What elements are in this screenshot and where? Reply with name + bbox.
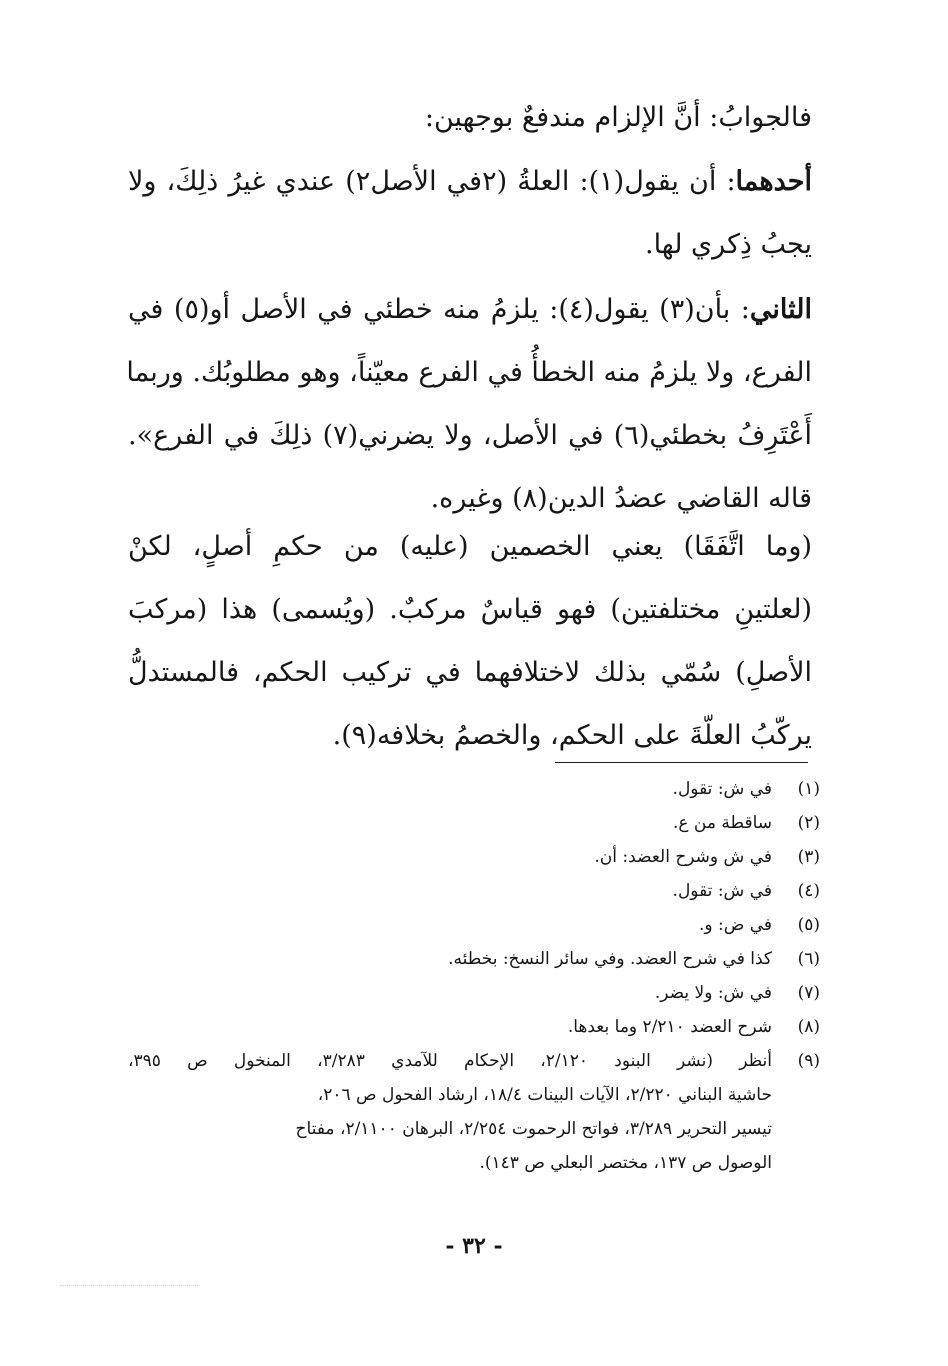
footnote [128,806,820,840]
footnote-continuation: تيسير التحرير ٣/٢٨٩، فواتح الرحموت ٢/٢٥٤، البرهان ٢/١١٠٠، مفتاح [295,1119,772,1139]
footnote-number: (٤) [797,881,820,901]
body-line [128,278,812,341]
footnote [128,1044,820,1078]
footnote-number: (٩) [797,1051,820,1071]
footnote-text: كذا في شرح العضد. وفي سائر النسخ: بخطئه. [448,949,772,969]
footnote-number: (٥) [797,915,820,935]
footnote-separator [555,762,808,763]
paragraph-second-response [128,278,812,530]
footnote-text: في ش وشرح العضد: أن. [594,847,772,867]
footnote-number: (٧) [797,983,820,1003]
body-line-text: : بأن(٣) يقول(٤): يلزمُ منه خطئي في الأصل أو(٥) في [128,294,750,325]
footnote [128,942,820,976]
body-line [128,150,812,213]
bold-lead-term: الثاني [749,294,813,325]
footnote [128,908,820,942]
footnote [128,772,820,806]
bold-lead-term: أحدهما [735,166,812,197]
footnote-number: (٨) [797,1017,820,1037]
footnote [128,976,820,1010]
footnote [128,874,820,908]
footnote-number: (٣) [797,847,820,867]
footnote-text: في ش: تقول. [672,779,772,799]
body-line: يجبُ ذِكري لها. [644,229,812,260]
body-line: الفرع، ولا يلزمُ منه الخطأُ في الفرع معيّناً، وهو مطلوبُك. وربما [126,357,812,388]
paragraph-answer [128,86,812,149]
scan-specks [60,1285,200,1286]
footnote [128,1010,820,1044]
footnote-number: (٦) [797,949,820,969]
body-line: قاله القاضي عضدُ الدين(٨) وغيره. [430,483,812,514]
paragraph-compound-analogy [128,515,812,767]
footnote-text: في ش: تقول. [672,881,772,901]
footnote-text: في ض: و. [699,915,772,935]
footnotes [128,772,820,1180]
body-line: يركّبُ العلّةَ على الحكم، والخصمُ بخلافه(٩). [332,720,812,751]
footnote [128,840,820,874]
paragraph-first-response [128,150,812,276]
page-number: - ٣٢ - [445,1233,503,1259]
footnote-number: (٢) [797,813,820,833]
body-line: الأصلِ) سُمّي بذلك لاختلافهما في تركيب الحكم، فالمستدلُّ [128,657,812,688]
footnote-text: ساقطة من ع. [672,813,772,833]
footnote-text: أنظر (نشر البنود ٢/١٢٠، الإحكام للآمدي ٣/٢٨٣، المنخول ص ٣٩٥، [128,1051,772,1071]
footnote-continuation: حاشية البناني ٢/٢٢٠، الآيات البينات ١٨/٤، ارشاد الفحول ص ٢٠٦، [317,1085,772,1105]
footnote-continuation: الوصول ص ١٣٧، مختصر البعلي ص ١٤٣). [479,1153,772,1173]
body-line: فالجوابُ: أنَّ الإلزام مندفعٌ بوجهين: [424,102,812,133]
footnote-text: شرح العضد ٢/٢١٠ وما بعدها. [567,1017,772,1037]
footnote-text: في ش: ولا يضر. [654,983,772,1003]
body-line: (لعلتينِ مختلفتين) فهو قياسٌ مركبٌ. (ويُسمى) هذا (مركبَ [128,594,812,625]
body-line-text: : أن يقول(١): العلةُ (٢في الأصل٢) عندي غيرُ ذلِكَ، ولا [128,166,736,197]
footnote-number: (١) [797,779,820,799]
body-line: (وما اتَّفَقَا) يعني الخصمين (عليه) من حكمِ أصلٍ، لكنْ [128,531,812,562]
body-line: أَعْتَرِفُ بخطئي(٦) في الأصل، ولا يضرني(٧) ذلِكَ في الفرع». [128,420,812,451]
